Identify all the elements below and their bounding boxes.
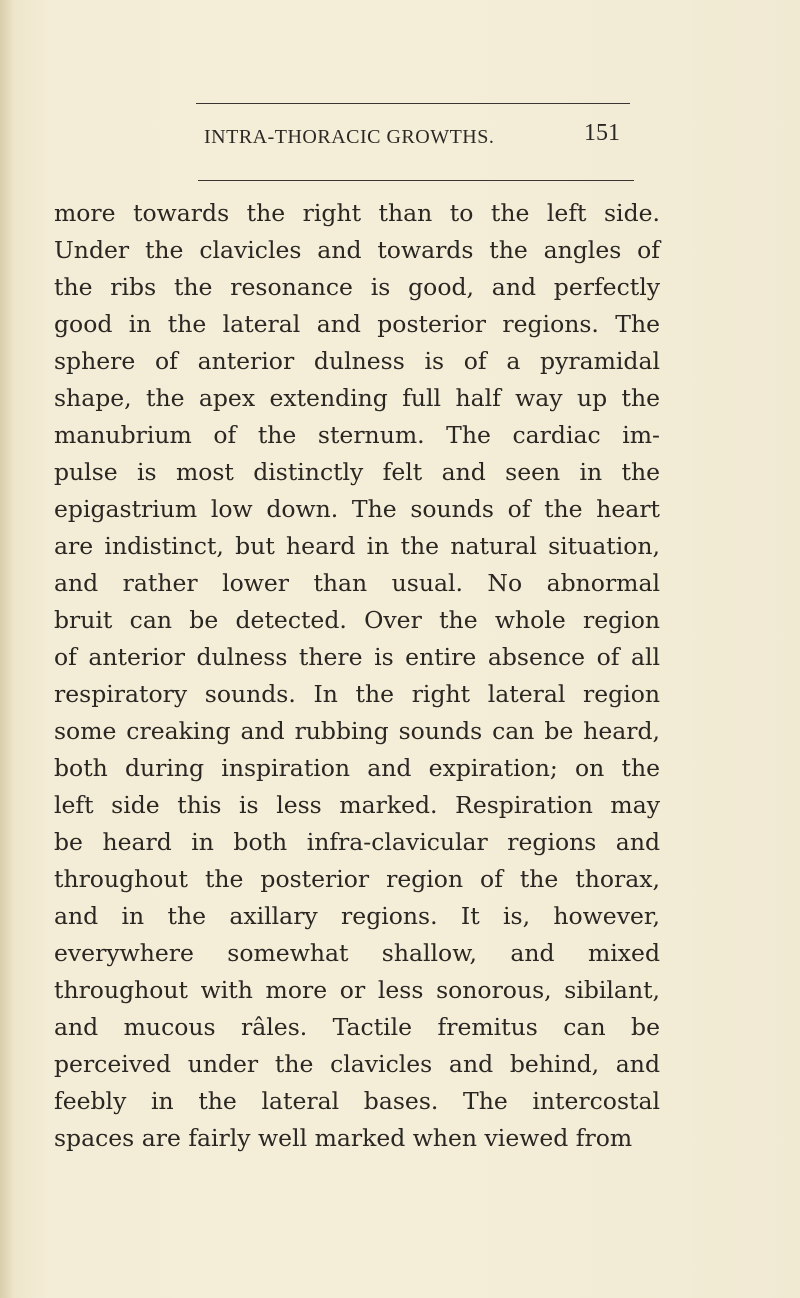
header-top-rule [196, 103, 630, 104]
text-line: throughout the posterior region of the thorax, [54, 865, 660, 893]
header-bottom-rule [198, 180, 634, 181]
text-line: feebly in the lateral bases. The intercostal [54, 1087, 660, 1115]
text-line: left side this is less marked. Respiration may [54, 791, 660, 819]
text-line: bruit can be detected. Over the whole region [54, 606, 660, 634]
body-text [54, 195, 660, 1157]
text-line: more towards the right than to the left side. [54, 199, 660, 227]
text-line: good in the lateral and posterior regions. The [54, 310, 660, 338]
text-line: and rather lower than usual. No abnormal [54, 569, 660, 597]
text-line: manubrium of the sternum. The cardiac im- [54, 421, 660, 449]
text-line: everywhere somewhat shallow, and mixed [54, 939, 660, 967]
page-gutter-shadow [0, 0, 14, 1298]
text-line: epigastrium low down. The sounds of the heart [54, 495, 660, 523]
text-line: and mucous râles. Tactile fremitus can be [54, 1013, 660, 1041]
page-number: 151 [584, 120, 620, 146]
text-line: shape, the apex extending full half way up the [54, 384, 660, 412]
text-line: are indistinct, but heard in the natural situation, [54, 532, 660, 560]
text-line: throughout with more or less sonorous, sibilant, [54, 976, 660, 1004]
text-line: Under the clavicles and towards the angles of [54, 236, 660, 264]
running-title: INTRA-THORACIC GROWTHS. [204, 126, 495, 148]
text-line: the ribs the resonance is good, and perfectly [54, 273, 660, 301]
text-line: pulse is most distinctly felt and seen in the [54, 458, 660, 486]
text-line: sphere of anterior dulness is of a pyramidal [54, 347, 660, 375]
text-line: spaces are fairly well marked when viewed from [54, 1124, 633, 1152]
text-line: respiratory sounds. In the right lateral region [54, 680, 660, 708]
text-line: perceived under the clavicles and behind, and [54, 1050, 660, 1078]
text-line: some creaking and rubbing sounds can be heard, [54, 717, 660, 745]
text-line: of anterior dulness there is entire absence of all [54, 643, 660, 671]
text-line: be heard in both infra-clavicular regions and [54, 828, 660, 856]
text-line: and in the axillary regions. It is, however, [54, 902, 660, 930]
text-line: both during inspiration and expiration; on the [54, 754, 660, 782]
